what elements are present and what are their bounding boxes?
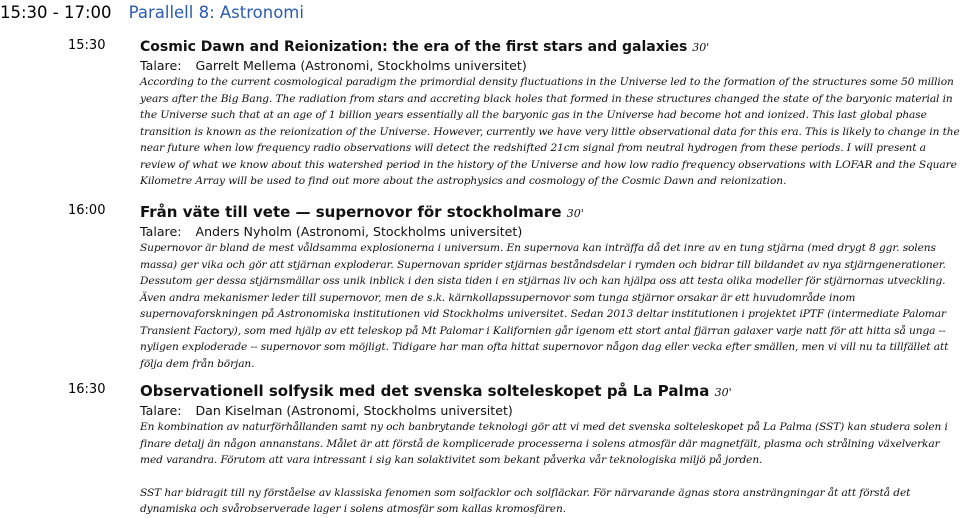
talk-abstract: According to the current cosmological paradigm the primordial density fluctuations in the Universe led to the formation of the structures some 50 million years after the Big Bang. The radiation from stars and accreting black holes that formed in these structures changed the state of the baryonic material in the Universe such that at an age of 1 billion years essentially all the baryonic gas in the Universe had become hot and ionized. This last global phase transition is known as the reionization of the Universe. However, currently we have very little observational data for this era. This is likely to change in the near future when low frequency radio observations will detect the redshifted 21cm signal from neutral hydrogen from these periods. I will present a review of what we know about this watershed period in the history of the Universe and how low radio frequency observations with LOFAR and the Square Kilometre Array will be used to find out more about the astrophysics and cosmology of the Cosmic Dawn and reionization. (140, 76, 960, 187)
talk-duration: 30' (566, 207, 584, 220)
talk-abstract: En kombination av naturförhållanden samt ny och banbrytande teknologi gör att vi med det svenska solteleskopet på La Palma (SST) kan studera solen i finare detalj än någon annanstans. Målet är att förstå de komplicerade processerna i solens atmosfär där magnetfält, plasma och strålning växelverkar med varandra. Förutom att vara intressant i sig kan solaktivitet som bekant påverka vår teknologiska miljö på jorden. (140, 421, 948, 466)
speaker-name: Dan Kiselman (Astronomi, Stockholms universitet) (195, 403, 513, 418)
talk-body (140, 203, 960, 372)
speaker-label: Talare: (140, 224, 182, 239)
talk-title (140, 382, 960, 402)
talk-title-text: Observationell solfysik med det svenska solteleskopet på La Palma (140, 382, 710, 400)
speaker-name: Garrelt Mellema (Astronomi, Stockholms universitet) (195, 58, 527, 73)
talk-body (140, 382, 960, 518)
talk-duration: 30' (692, 41, 710, 54)
speaker-label: Talare: (140, 403, 182, 418)
parallel-session-header (0, 3, 304, 29)
talk-abstract: Supernovor är bland de mest våldsamma explosionerna i universum. En supernova kan inträffa då det inre av en tung stjärna (med drygt 8 ggr. solens massa) ger vika och gör att stjärnan exploderar. Supernovan sprider stjärnas beståndsdelar i rymden och bidrar till bildandet av nya stjärngenerationer. Dessutom ger dessa stjärnsmällar oss unik inblick i den sista tiden i en stjärnas liv och kan hjälpa oss att testa olika modeller för stjärnornas utveckling. Även andra mekanismer leder till supernovor, men de s.k. kärnkollapssupernovor som tunga stjärnor orsakar är ett huvudområde inom supernovaforskningen på Astronomiska institutionen vid Stockholms universitet. Sedan 2013 deltar institutionen i projektet iPTF (intermediate Palomar Transient Factory), som med hjälp av ett teleskop på Mt Palomar i Kalifornien går igenom ett stort antal fjärran galaxer varje natt för att hitta så unga -- nyligen exploderade -- supernovor som möjligt. Tidigare har man ofta hittat supernovor någon dag eller vecka efter smällen, men vi vill nu ta tillfället att följa dem från början. (140, 242, 949, 370)
talk-abstract-paragraph-2: SST har bidragit till ny förståelse av klassiska fenomen som solfacklor och solfläckar. För närvarande ägnas stora ansträngningar åt att förstå det dynamiska och svårobserverade lager i solens atmosfär som kallas kromosfären. (140, 486, 911, 515)
talk-title-text: Cosmic Dawn and Reionization: the era of the first stars and galaxies (140, 39, 688, 55)
talk-title-text: Från väte till vete — supernovor för stockholmare (140, 203, 562, 221)
talk-speaker (140, 402, 960, 419)
speaker-label: Talare: (140, 58, 182, 73)
talk-body (140, 38, 960, 190)
session-time-range: 15:30 - 17:00 (0, 3, 112, 22)
talk-speaker (140, 57, 960, 74)
talk-title (140, 38, 960, 57)
talk-time: 16:00 (68, 203, 106, 218)
talk-time: 16:30 (68, 382, 106, 397)
speaker-name: Anders Nyholm (Astronomi, Stockholms universitet) (195, 224, 523, 239)
parallel-session-title: Parallell 8: Astronomi (128, 3, 304, 22)
talk-duration: 30' (714, 386, 732, 399)
talk-title (140, 203, 960, 223)
talk-speaker (140, 223, 960, 240)
talk-time: 15:30 (68, 38, 106, 53)
